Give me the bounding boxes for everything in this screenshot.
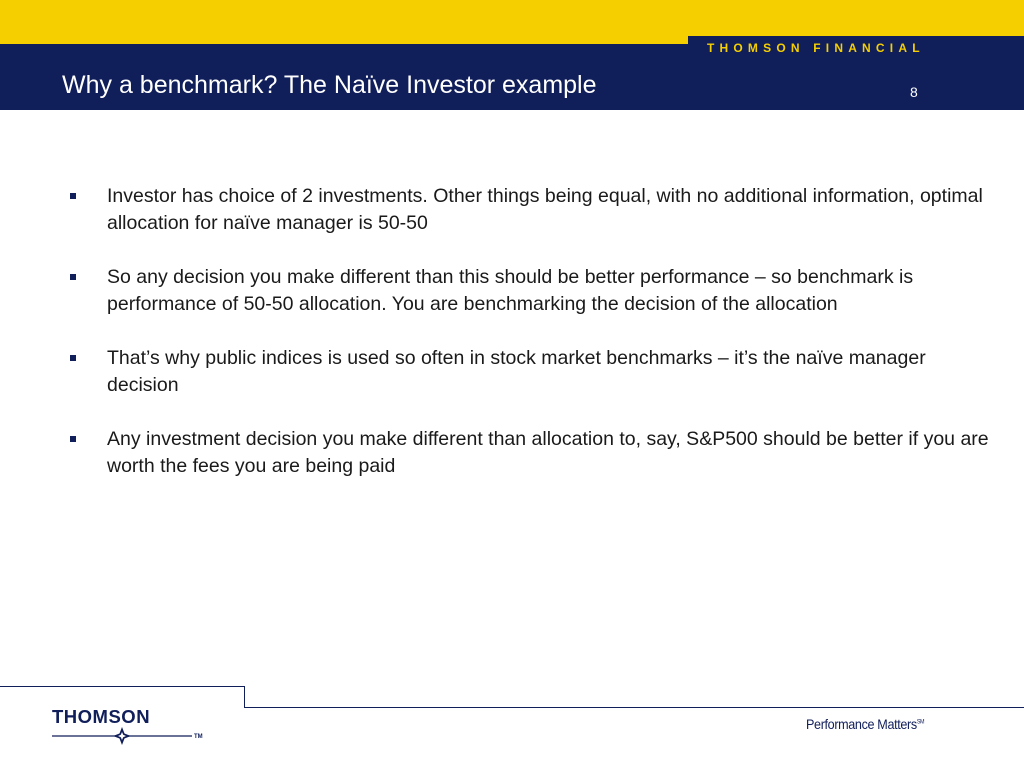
square-bullet-icon <box>70 274 76 280</box>
brand-name: THOMSON FINANCIAL <box>707 41 925 55</box>
bullet-item <box>70 183 990 237</box>
square-bullet-icon <box>70 436 76 442</box>
thomson-logo <box>52 706 202 746</box>
page-number: 8 <box>910 84 918 100</box>
bullet-item <box>70 264 990 318</box>
bullet-item <box>70 426 990 480</box>
square-bullet-icon <box>70 193 76 199</box>
footer-rule <box>0 686 245 687</box>
footer-rule-step <box>244 686 245 708</box>
slide-title: Why a benchmark? The Naïve Investor example <box>62 71 597 99</box>
bullet-item <box>70 345 990 399</box>
service-mark: SM <box>916 719 925 726</box>
bullet-list <box>70 183 990 507</box>
tagline-text: Performance Matters <box>806 716 917 732</box>
square-bullet-icon <box>70 355 76 361</box>
bullet-text: Any investment decision you make different than allocation to, say, S&P500 should be better if you are worth the fees you are being paid <box>107 428 989 477</box>
tagline <box>806 716 924 732</box>
compass-star-icon <box>52 726 197 746</box>
logo-wordmark: THOMSON <box>52 706 151 727</box>
bullet-text: So any decision you make different than this should be better performance – so benchmark is performance of 50-50 allocation. You are benchmarking the decision of the allocation <box>107 266 914 315</box>
bullet-text: That’s why public indices is used so often in stock market benchmarks – it’s the naïve manager decision <box>107 347 926 396</box>
trademark-mark: TM <box>194 734 203 740</box>
footer-rule <box>244 707 1024 708</box>
bullet-text: Investor has choice of 2 investments. Other things being equal, with no additional information, optimal allocation for naïve manager is 50-50 <box>107 185 983 234</box>
